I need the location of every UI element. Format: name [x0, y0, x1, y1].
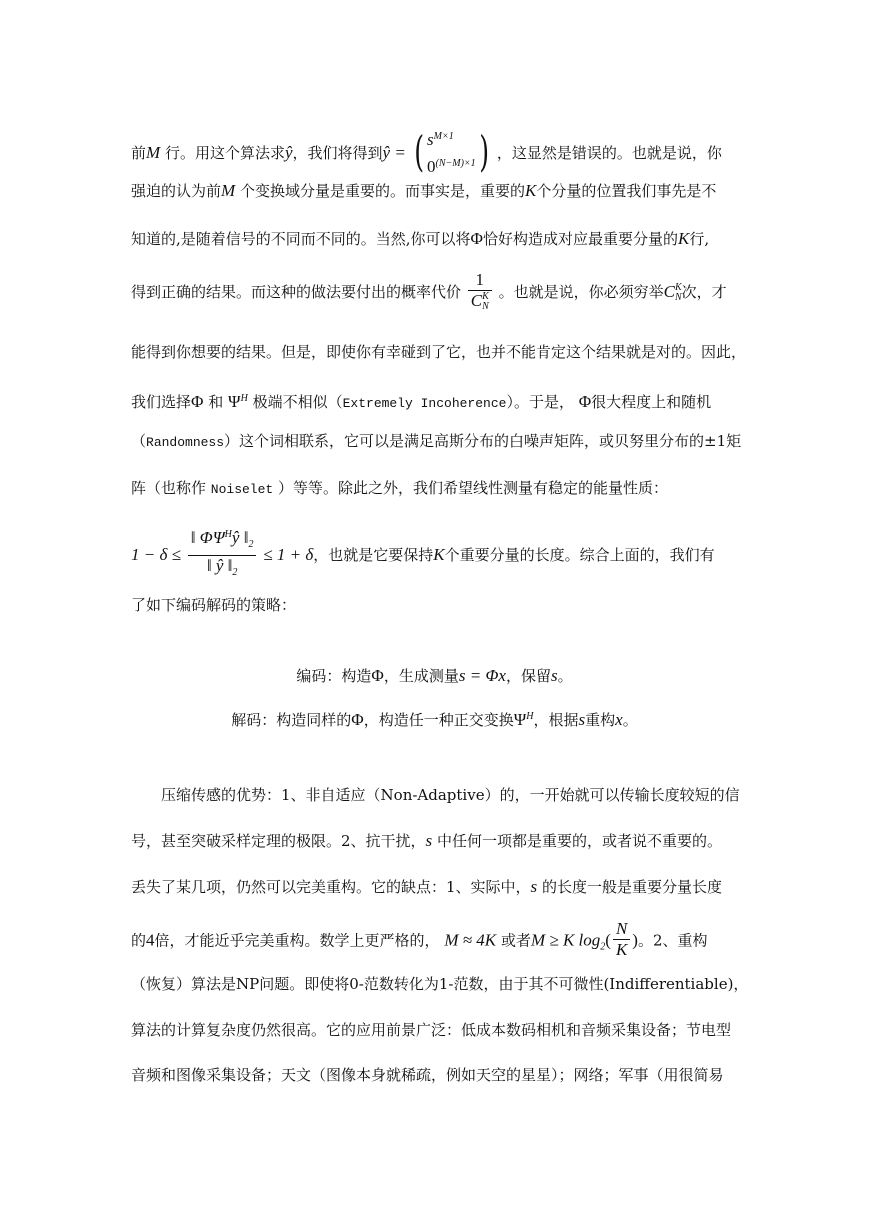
text: 倍，才能近乎完美重构。数学上更严格的，: [154, 931, 440, 950]
math-C: C: [663, 282, 675, 301]
text: 了如下编码解码的策略：: [131, 596, 297, 614]
para1-line3: [131, 229, 741, 249]
text: ，这显然是错误的。也就是说，你: [496, 144, 722, 162]
fraction-numerator: N: [613, 919, 630, 940]
math-M: M: [146, 143, 161, 162]
text: ，根据: [533, 711, 579, 729]
math-Phi: Φ: [470, 229, 483, 248]
text: 次，才: [681, 283, 727, 301]
text: 知道的,是随着信号的不同而不同的。当然,你可以将: [131, 230, 471, 248]
text: ，我们将得到: [292, 144, 383, 162]
text: 。也就是说，你必须穷举: [498, 283, 664, 301]
ineq-denominator: ‖ ŷ ‖: [206, 556, 233, 575]
para1-line8: [131, 478, 741, 500]
math-approx: M ≈ 4K: [444, 930, 497, 950]
para1-line7: [131, 431, 741, 453]
log-fraction: [613, 919, 630, 960]
C-sup: K: [674, 282, 682, 293]
text: ）等等。除此之外，我们希望线性测量有稳定的能量性质：: [278, 479, 669, 497]
para1-line6: [131, 389, 741, 414]
log-sub: 2: [600, 941, 606, 953]
norm-sub: 2: [232, 567, 238, 578]
left-paren: (: [413, 127, 424, 176]
math-s: s: [550, 666, 558, 685]
para1-line4: [131, 272, 741, 314]
vec-top-sup: M×1: [433, 131, 454, 142]
math-ineq-left: 1 − δ ≤: [131, 545, 181, 564]
C-sub: N: [674, 292, 682, 303]
energy-fraction: [188, 525, 257, 583]
math-H-sup: H: [240, 393, 248, 404]
text: 压缩传感的优势：1、非自适应（Non-Adaptive）的，一开始就可以传输长度较短的信: [161, 786, 740, 804]
text: 。: [557, 667, 573, 685]
math-four: 4: [146, 930, 155, 950]
text: 算法的计算复杂度仍然很高。它的应用前景广泛：低成本数码相机和音频采集设备；节电型: [131, 1021, 732, 1039]
para2-line7: [131, 1065, 741, 1085]
math-M: M: [221, 181, 236, 200]
mono-text: Randomness: [146, 435, 225, 450]
vec-bottom: 0: [427, 157, 436, 176]
text: ）这个词相联系，它可以是满足高斯分布的白噪声矩阵，或贝努里分布的±1矩: [224, 432, 742, 450]
math-s: s: [530, 877, 538, 896]
probability-fraction: [468, 270, 492, 312]
math-H-sup: H: [526, 711, 534, 722]
mono-text: Noiselet: [210, 482, 274, 497]
mono-text: Extremely Incoherence: [342, 396, 507, 411]
text: 行,: [689, 230, 710, 248]
text: ，生成测量: [383, 667, 459, 685]
text: 或者: [500, 931, 531, 950]
text: 个重要分量的长度。综合上面的，我们有: [444, 546, 715, 564]
para2-line3: [131, 877, 741, 897]
text: 个变换域分量是重要的。而事实是，重要的: [239, 182, 525, 200]
vec-top: s: [427, 130, 434, 149]
para2-line5: [131, 974, 749, 994]
math-Psi: Ψ: [513, 710, 527, 729]
text: 号，甚至突破采样定理的极限。2、抗干扰，: [131, 832, 426, 850]
text: 能得到你想要的结果。但是，即使你有幸碰到了它，也并不能肯定这个结果就是对的。因此，: [131, 343, 747, 361]
para2-line1: [161, 785, 741, 805]
vec-bottom-sup: (N−M)×1: [435, 158, 476, 169]
text: ，保留: [505, 667, 551, 685]
math-ineq-right: ≤ 1 + δ: [263, 545, 314, 564]
para1-line1: [131, 124, 741, 184]
fraction-denominator: K: [615, 940, 628, 959]
C-sup: K: [482, 291, 489, 302]
ineq-numerator: ‖ ΦΨ: [190, 528, 225, 547]
fraction-numerator: 1: [468, 270, 492, 291]
text: 的: [131, 931, 147, 950]
C-sub: N: [482, 301, 489, 312]
para1-line9: [131, 527, 741, 585]
math-yhat-eq: ŷ =: [382, 143, 406, 162]
text: 。2、重构: [637, 931, 708, 950]
text: 丢失了某几项，仍然可以完美重构。它的缺点：1、实际中，: [131, 878, 531, 896]
math-Psi: Ψ: [228, 392, 241, 411]
norm-sub: 2: [248, 539, 254, 550]
text: （恢复）算法是NP问题。即使将0-范数转化为1-范数，由于其不可微性(Indifferentiable)，: [131, 975, 749, 993]
text: 中任何一项都是重要的，或者说不重要的。: [436, 832, 722, 850]
text: 音频和图像采集设备；天文（图像本身就稀疏，例如天空的星星）；网络；军事（用很简易: [131, 1066, 724, 1084]
column-vector: [411, 122, 492, 182]
text: （: [131, 432, 147, 450]
text: 和: [208, 393, 224, 411]
text: 我们选择: [131, 393, 192, 411]
text: 。: [622, 711, 638, 729]
math-s-eq: s = Φx: [458, 666, 506, 685]
para2-line4: 的4倍，才能近乎完美重构。数学上更严格的， M ≈ 4K 或者M ≥ K $\log_2$( $\frac{N}{K}$ )。2、重构: [131, 919, 708, 959]
ineq-numerator-2: ŷ ‖: [231, 528, 249, 547]
text: 阵（也称作: [131, 479, 207, 497]
text: 编码：构造: [296, 667, 372, 685]
math-Phi: Φ: [191, 392, 204, 411]
math-s: s: [578, 710, 586, 729]
encode-line: [0, 666, 869, 686]
text: 个分量的位置我们事先是不: [536, 182, 717, 200]
text: 恰好构造成对应最重要分量的: [482, 230, 678, 248]
decode-line: [0, 707, 869, 730]
text: ）。于是，: [506, 393, 574, 411]
text: 重构: [585, 711, 616, 729]
para1-line5: [131, 342, 747, 362]
math-K: K: [524, 181, 537, 200]
para1-line2: [131, 181, 741, 201]
math-K: K: [433, 545, 445, 564]
math-yhat: ŷ: [284, 143, 293, 162]
math-Phi: Φ: [371, 666, 384, 685]
text: 解码：构造同样的: [231, 711, 352, 729]
text: 的长度一般是重要分量长度: [541, 878, 722, 896]
math-ge: M ≥ K log: [530, 930, 601, 950]
math-H-sup: H: [224, 529, 232, 540]
right-paren: ): [478, 127, 489, 176]
para2-line6: [131, 1020, 741, 1040]
text: ，构造任一种正交变换: [363, 711, 514, 729]
math-Phi: Φ: [351, 710, 364, 729]
text: 很大程度上和随机: [591, 393, 712, 411]
text: 强迫的认为前: [131, 182, 222, 200]
text: ，也就是它要保持: [313, 546, 434, 564]
math-C: C: [470, 291, 483, 310]
math-s: s: [425, 831, 433, 850]
math-Phi: Φ: [578, 392, 592, 411]
text: 行。用这个算法求: [164, 144, 285, 162]
text: 得到正确的结果。而这种的做法要付出的概率代价: [131, 283, 462, 301]
text: 极端不相似（: [252, 393, 343, 411]
math-x: x: [615, 710, 623, 729]
para2-line2: [131, 831, 741, 851]
text: 前: [131, 144, 147, 162]
para1-line10: [131, 595, 741, 615]
math-K: K: [678, 229, 690, 248]
